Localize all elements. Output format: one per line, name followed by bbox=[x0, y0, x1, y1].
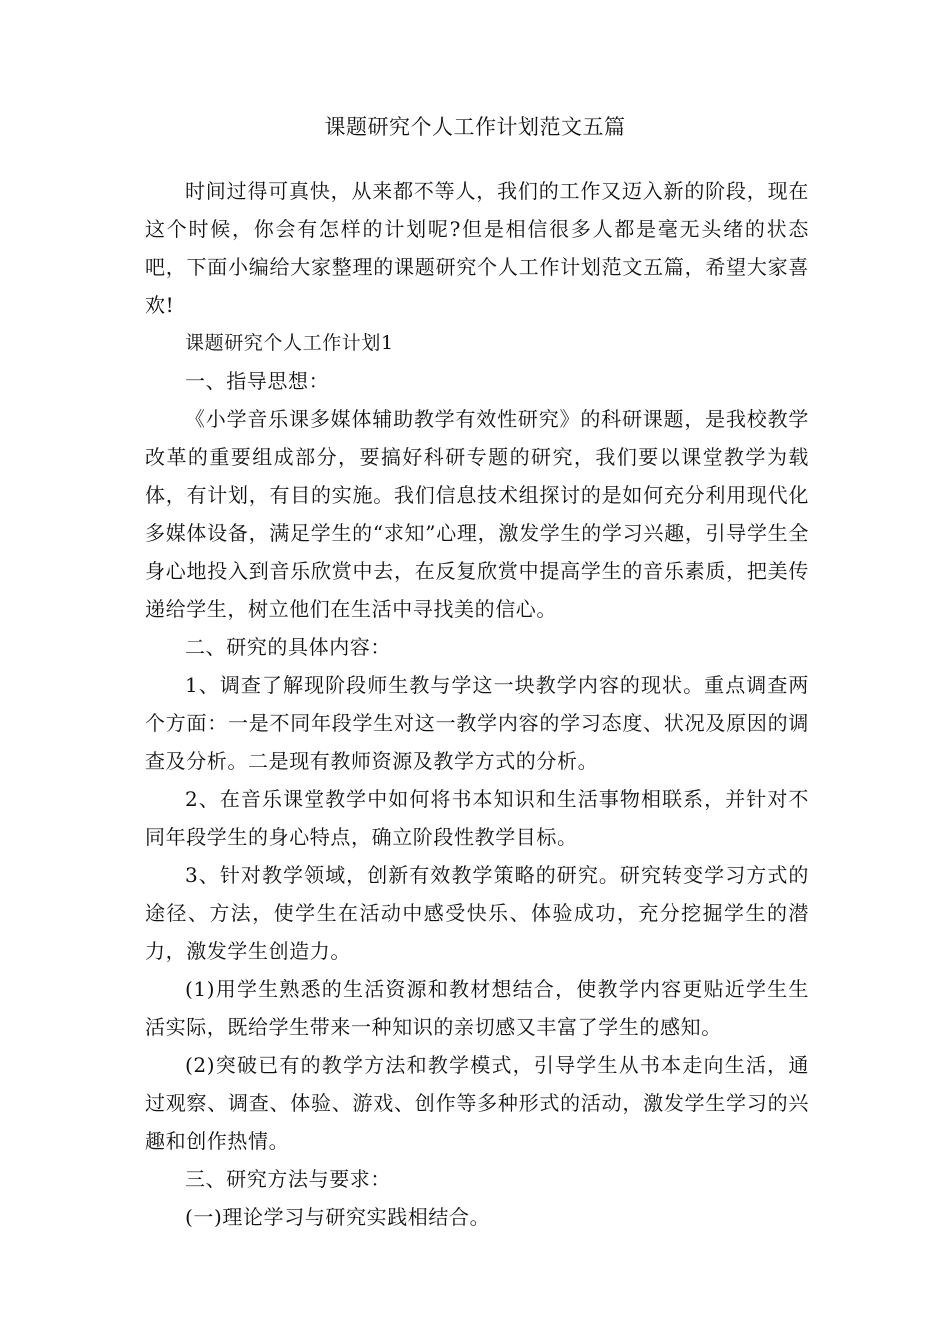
section-heading-research-methods: 三、研究方法与要求： bbox=[185, 1167, 391, 1191]
paragraph-content-item-1: 1、调查了解现阶段师生教与学这一块教学内容的现状。重点调查两个方面：一是不同年段学生对这一教学内容的学习态度、状况及原因的调查及分析。二是现有教师资源及教学方式的分析。 bbox=[145, 673, 809, 773]
paragraph-content-item-2: 2、在音乐课堂教学中如何将书本知识和生活事物相联系，并针对不同年段学生的身心特点，确立阶段性教学目标。 bbox=[145, 787, 809, 849]
paragraph-sub-item-2: (2)突破已有的教学方法和教学模式，引导学生从书本走向生活，通过观察、调查、体验、游戏、创作等多种形式的活动，激发学生学习的兴趣和创作热情。 bbox=[145, 1053, 809, 1153]
paragraph-sub-item-1: (1)用学生熟悉的生活资源和教材想结合，使教学内容更贴近学生生活实际，既给学生带来一种知识的亲切感又丰富了学生的感知。 bbox=[145, 977, 809, 1039]
paragraph-content-item-3: 3、针对教学领域，创新有效教学策略的研究。研究转变学习方式的途径、方法，使学生在活动中感受快乐、体验成功，充分挖掘学生的潜力，激发学生创造力。 bbox=[145, 863, 809, 963]
paragraph-intro: 时间过得可真快，从来都不等人，我们的工作又迈入新的阶段，现在这个时候，你会有怎样的计划呢?但是相信很多人都是毫无头绪的状态吧，下面小编给大家整理的课题研究个人工作计划范文五篇，希望大家喜欢! bbox=[145, 179, 809, 317]
document-body bbox=[145, 172, 809, 1236]
document-title: 课题研究个人工作计划范文五篇 bbox=[324, 115, 626, 139]
section-heading-guiding-ideology: 一、指导思想： bbox=[185, 369, 330, 393]
section-heading-research-content: 二、研究的具体内容： bbox=[185, 635, 391, 659]
section-heading-plan-1: 课题研究个人工作计划1 bbox=[185, 332, 394, 354]
paragraph-method-item-1: (一)理论学习与研究实践相结合。 bbox=[185, 1205, 491, 1229]
paragraph-guiding-ideology: 《小学音乐课多媒体辅助教学有效性研究》的科研课题，是我校教学改革的重要组成部分，要搞好科研专题的研究，我们要以课堂教学为载体，有计划，有目的实施。我们信息技术组探讨的是如何充分利用现代化多媒体设备，满足学生的“求知”心理，激发学生的学习兴趣，引导学生全身心地投入到音乐欣赏中去，在反复欣赏中提高学生的音乐素质，把美传递给学生，树立他们在生活中寻找美的信心。 bbox=[145, 407, 809, 621]
